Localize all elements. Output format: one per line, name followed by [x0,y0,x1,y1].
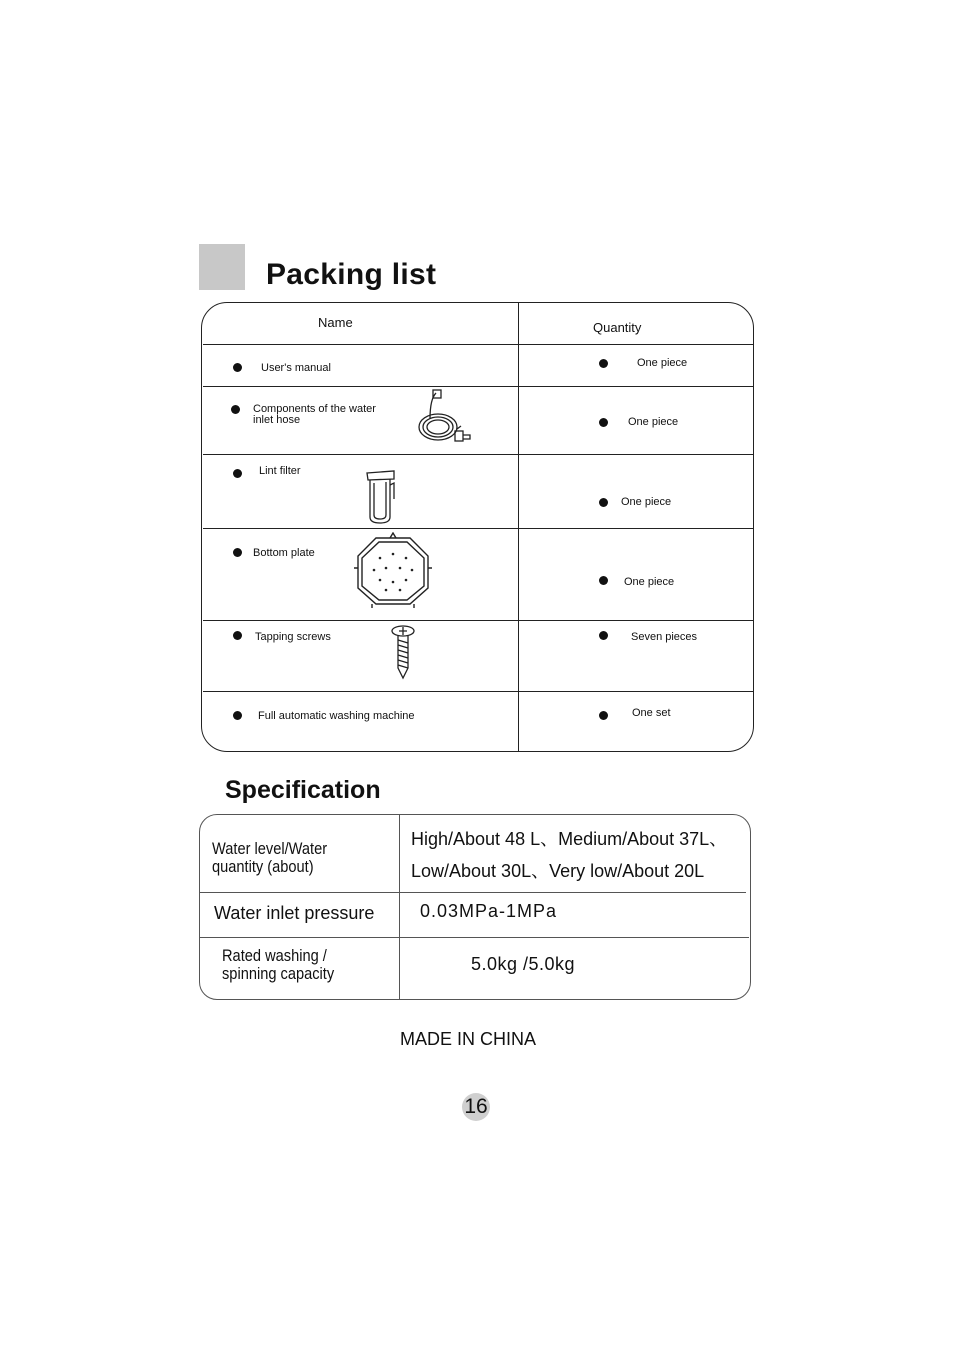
item-name: User's manual [261,362,331,374]
row-divider [203,344,754,345]
spec-label: Water inlet pressure [214,903,375,923]
row-divider [199,937,749,938]
item-quantity: One piece [624,576,675,588]
bullet-icon [599,631,608,640]
column-divider [518,302,519,752]
spec-value: High/About 48 L、Medium/About 37L、 [411,829,728,849]
inlet-hose-icon [414,389,474,449]
bullet-icon [233,631,242,640]
spec-label: Water level/Water [212,839,328,858]
item-quantity: One piece [628,416,679,428]
bullet-icon [599,359,608,368]
row-divider [199,892,746,893]
packing-list-title: Packing list [266,258,437,291]
item-name: Tapping screws [255,631,331,643]
column-divider [399,814,400,1000]
row-divider [203,691,754,692]
header-quantity: Quantity [593,320,642,335]
row-divider [203,620,754,621]
bullet-icon [599,418,608,427]
specification-title: Specification [225,776,381,804]
item-name-line2: inlet hose [253,414,301,426]
bullet-icon [231,405,240,414]
tapping-screw-icon [390,624,416,680]
item-name: Bottom plate [253,547,315,559]
lint-filter-icon [364,469,398,525]
page-number: 16 [462,1093,490,1121]
spec-value: 0.03MPa-1MPa [420,901,558,921]
row-divider [203,528,754,529]
item-quantity: One piece [621,496,672,508]
bullet-icon [233,469,242,478]
row-divider [203,386,754,387]
bullet-icon [233,548,242,557]
item-quantity: Seven pieces [631,631,698,643]
spec-label-line2: spinning capacity [222,964,335,983]
item-name: Components of the water [253,403,376,415]
spec-value-line2: Low/About 30L、Very low/About 20L [411,861,705,881]
section-marker [199,244,245,290]
made-in-label: MADE IN CHINA [399,1029,536,1049]
spec-label: Rated washing / [222,946,327,965]
bullet-icon [233,363,242,372]
bullet-icon [599,711,608,720]
bullet-icon [233,711,242,720]
bottom-plate-icon [352,532,434,610]
bullet-icon [599,576,608,585]
item-name: Lint filter [259,465,301,477]
item-name: Full automatic washing machine [258,710,415,722]
spec-value: 5.0kg /5.0kg [471,954,576,974]
spec-label-line2: quantity (about) [212,857,314,876]
header-name: Name [318,315,353,330]
item-quantity: One piece [637,357,688,369]
bullet-icon [599,498,608,507]
item-quantity: One set [632,707,671,719]
row-divider [203,454,754,455]
